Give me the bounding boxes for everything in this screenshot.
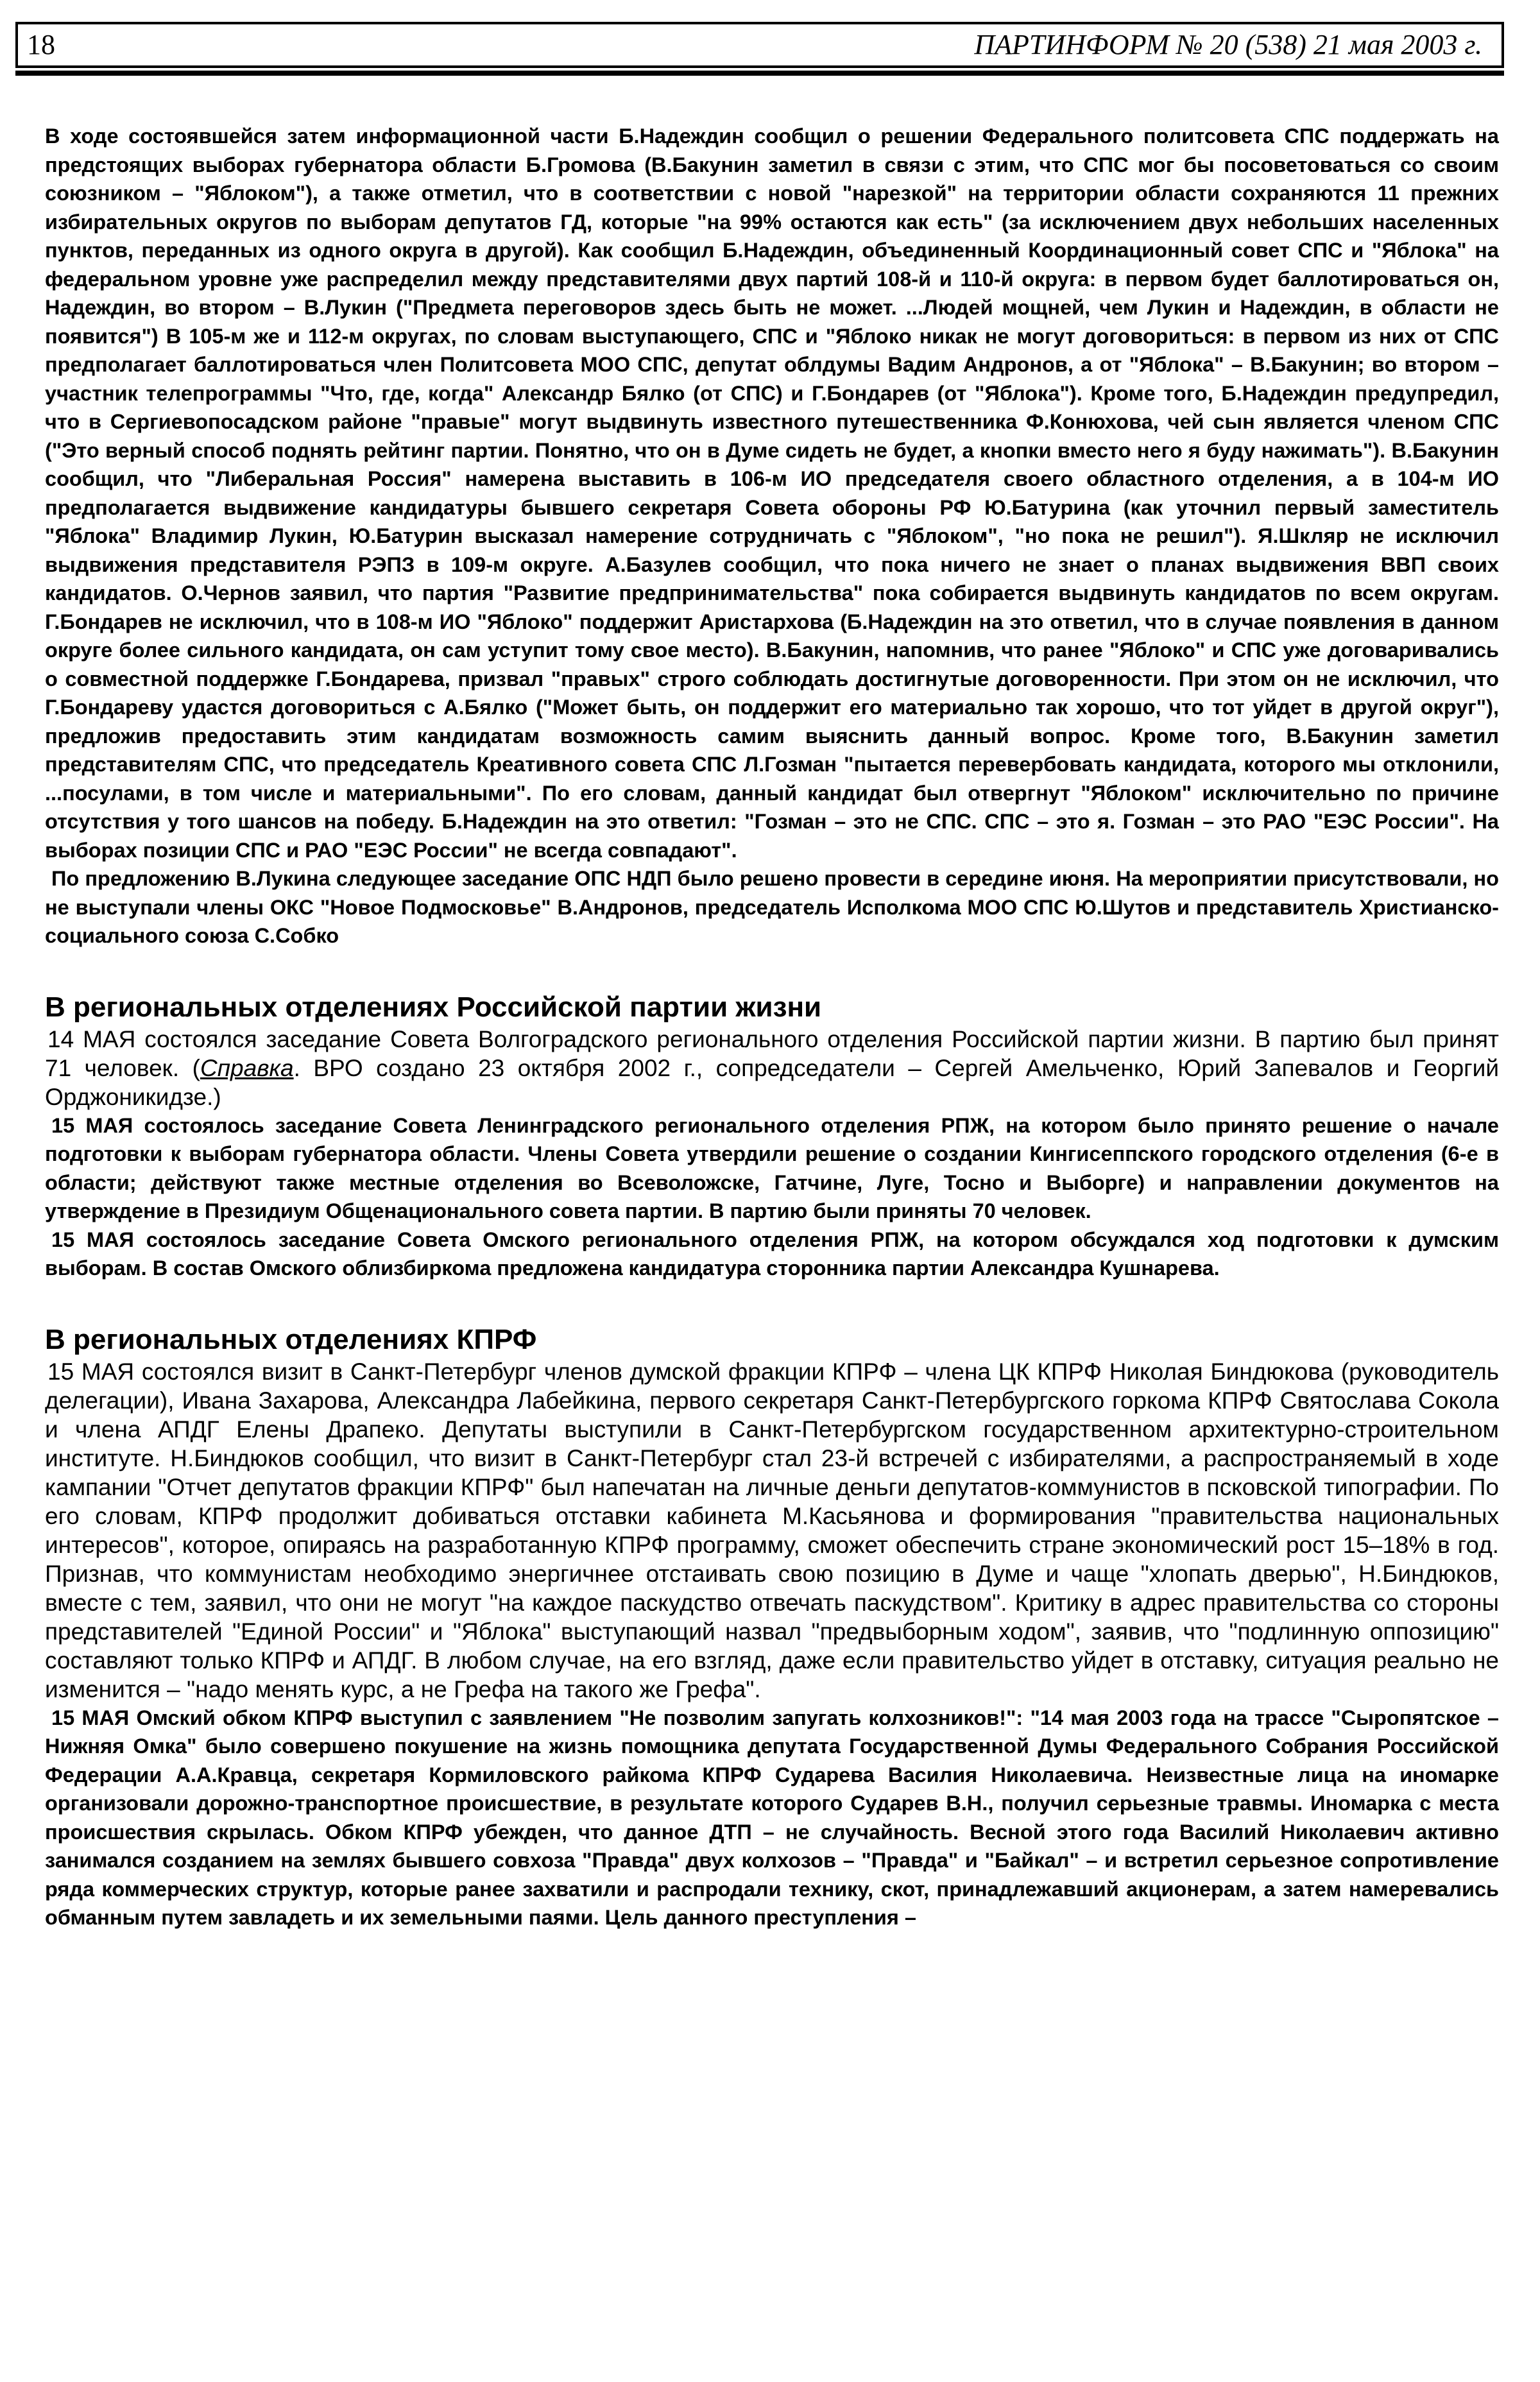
kprf-paragraph-2: 15 МАЯ Омский обком КПРФ выступил с заявлением "Не позволим запугать колхозников!": "14 мая 2003 года на трассе "Сыропятское – Нижняя Омка" было совершено покушение на жизнь помощника депутата Государственной Думы Федерального Собрания Российской Федерации А.А.Кравца, секретаря Кормиловского райкома КПРФ Сударева Василия Николаевича. Неизвестные лица на иномарке организовали дорожно-транспортное происшествие, в результате которого Сударев В.Н., получил серьезные травмы. Иномарка с места происшествия скрылась. Обком КПРФ убежден, что данное ДТП – не случайность. Весной этого года Василий Николаевич активно занимался созданием на землях бывшего совхоза "Правда" двух колхозов – "Правда" и "Байкал" – и встретил серьезное сопротивление ряда коммерческих структур, которые ранее захватили и распродали технику, скот, принадлежавший акционерам, а затем намеревались обманным путем завладеть и их земельными паями. Цель данного преступления – [45,1706,1499,1929]
page-number: 18 [27,29,55,60]
kprf-paragraph-1: 15 МАЯ состоялся визит в Санкт-Петербург членов думской фракции КПРФ – члена ЦК КПРФ Николая Биндюкова (руководитель делегации), Ивана Захарова, Александра Лабейкина, первого секретаря Санкт-Петербургского горкома КПРФ Святослава Сокола и члена АПДГ Елены Драпеко. Депутаты выступили в Санкт-Петербургском государственном архитектурно-строительном институте. Н.Биндюков сообщил, что визит в Санкт-Петербург стал 23-й встречей с избирателями, а распространяемый в ходе кампании "Отчет депутатов фракции КПРФ" был напечатан на личные деньги депутатов-коммунистов в псковской типографии. По его словам, КПРФ продолжит добиваться отставки кабинета М.Касьянова и формирования "правительства национальных интересов", которое, опираясь на разработанную КПРФ программу, сможет обеспечить стране экономический рост 15–18% в год. Признав, что коммунистам необходимо энергичнее отстаивать свою позицию в Думе и чаще "хлопать дверью", Н.Биндюков, вместе с тем, заявил, что они не могут "на каждое паскудство отвечать паскудством". Критику в адрес правительства со стороны представителей "Единой России" и "Яблока" выступающий назвал "предвыборным ходом", заявив, что "подлинную оппозицию" составляют только КПРФ и АПДГ. В любом случае, на его взгляд, даже если правительство уйдет в отставку, ситуация реально не изменится – "надо менять курс, а не Грефа на такого же Грефа". [45,1358,1499,1702]
section-heading-kprf: В региональных отделениях КПРФ [45,1323,537,1355]
rpzh-paragraph-2: 15 МАЯ состоялось заседание Совета Ленинградского регионального отделения РПЖ, на котором было принято решение о начале подготовки к выборам губернатора области. Члены Совета утвердили решение о создании Кингисеппского городского отделения (6-е в области; действуют также местные отделения во Всеволожске, Гатчине, Луге, Тосно и Выборге) и направлении документов на утверждение в Президиум Общенационального совета партии. В партию были приняты 70 человек. [45,1113,1499,1222]
intro-paragraph: По предложению В.Лукина следующее заседание ОПС НДП было решено провести в середине июня. На мероприятии присутствовали, но не выступали члены ОКС "Новое Подмосковье" В.Андронов, председатель Исполкома МОО СПС Ю.Шутов и представитель Христианско-социального союза С.Собко [45,867,1499,947]
page-header [15,22,1504,68]
rpzh-paragraph-1 [45,1025,1499,1111]
intro-paragraph: В ходе состоявшейся затем информационной части Б.Надеждин сообщил о решении Федерального политсовета СПС поддержать на предстоящих выборах губернатора области Б.Громова (В.Бакунин заметил в связи с этим, что СПС мог бы посоветоваться со своим союзником – "Яблоком"), а также отметил, что в соответствии с новой "нарезкой" на территории области сохраняются 11 прежних избирательных округов по выборам депутатов ГД, которые "на 99% остаются как есть" (за исключением двух небольших населенных пунктов, переданных из одного округа в другой). Как сообщил Б.Надеждин, объединенный Координационный совет СПС и "Яблока" на федеральном уровне уже распределил между представителями двух партий 108-й и 110-й округа: в первом будет баллотироваться он, Надеждин, во втором – В.Лукин ("Предмета переговоров здесь быть не может. ...Людей мощней, чем Лукин и Надеждин, в области не появится") В 105-м же и 112-м округах, по словам выступающего, СПС и "Яблоко никак не могут договориться: в первом из них от СПС предполагает баллотироваться член Политсовета МОО СПС, депутат облдумы Вадим Андронов, а от "Яблока" – В.Бакунин; во втором – участник телепрограммы "Что, где, когда" Александр Бялко (от СПС) и Г.Бондарев (от "Яблока"). Кроме того, Б.Надеждин предупредил, что в Сергиевопосадском районе "правые" могут выдвинуть известного путешественника Ф.Конюхова, чей сын является членом СПС ("Это верный способ поднять рейтинг партии. Понятно, что он в Думе сидеть не будет, а кнопки вместо него я буду нажимать"). В.Бакунин сообщил, что "Либеральная Россия" намерена выставить в 106-м ИО председателя своего областного отделения, а в 104-м ИО предполагается выдвижение кандидатуры бывшего секретаря Совета обороны РФ Ю.Батурина (как уточнил первый заместитель "Яблока" Владимир Лукин, Ю.Батурин высказал намерение сотрудничать с "Яблоком", "но пока не решил"). Я.Шкляр не исключил выдвижения представителя РЭПЗ в 109-м округе. А.Базулев сообщил, что пока ничего не знает о планах выдвижения ВВП своих кандидатов. О.Чернов заявил, что партия "Развитие предпринимательства" пока собирается выдвинуть кандидатов по всем округам. Г.Бондарев не исключил, что в 108-м ИО "Яблоко" поддержит Аристархова (Б.Надеждин на это ответил, что в случае появления в данном округе более сильного кандидата, он сам уступит тому свое место). В.Бакунин, напомнив, что ранее "Яблоко" и СПС уже договаривались о совместной поддержке Г.Бондарева, призвал "правых" строго соблюдать достигнутые договоренности. При этом он не исключил, что Г.Бондареву удастся договориться с А.Бялко ("Может быть, он поддержит его материально так хорошо, что тот уйдет в другой округ"), предложив предоставить этим кандидатам возможность самим выяснить данный вопрос. Кроме того, В.Бакунин заметил представителям СПС, что председатель Креативного совета СПС Л.Гозман "пытается перевербовать кандидата, которого мы отклонили, ...посулами, в том числе и материальными". По его словам, данный кандидат был отвергнут "Яблоком" исключительно по причине отсутствия у того шансов на победу. Б.Надеждин на это ответил: "Гозман – это не СПС. СПС – это я. Гозман – это РАО "ЕЭС России". На выборах позиции СПС и РАО "ЕЭС России" не всегда совпадают". [45,124,1499,862]
rpzh-p1-reference: Справка [200,1054,294,1081]
rpzh-p1-text: 14 МАЯ состоялся заседание Совета Волгоградского регионального отделения Российской партии жизни. В партию был принят 71 человек. ( [45,1025,1499,1081]
rpzh-paragraph-3: 15 МАЯ состоялось заседание Совета Омского регионального отделения РПЖ, на котором обсуждался ход подготовки к думским выборам. В состав Омского облизбиркома предложена кандидатура сторонника партии Александра Кушнарева. [45,1228,1499,1280]
header-rule [15,71,1504,76]
section-heading-rpzh: В региональных отделениях Российской партии жизни [45,991,822,1023]
issue-title: ПАРТИНФОРМ № 20 (538) 21 мая 2003 г. [974,29,1482,60]
article-body [45,122,1499,1932]
rpzh-p1-tail: . ВРО создано 23 октября 2002 г., сопредседатели – Сергей Амельченко, Юрий Запевалов и Георгий Орджоникидзе.) [45,1054,1499,1110]
